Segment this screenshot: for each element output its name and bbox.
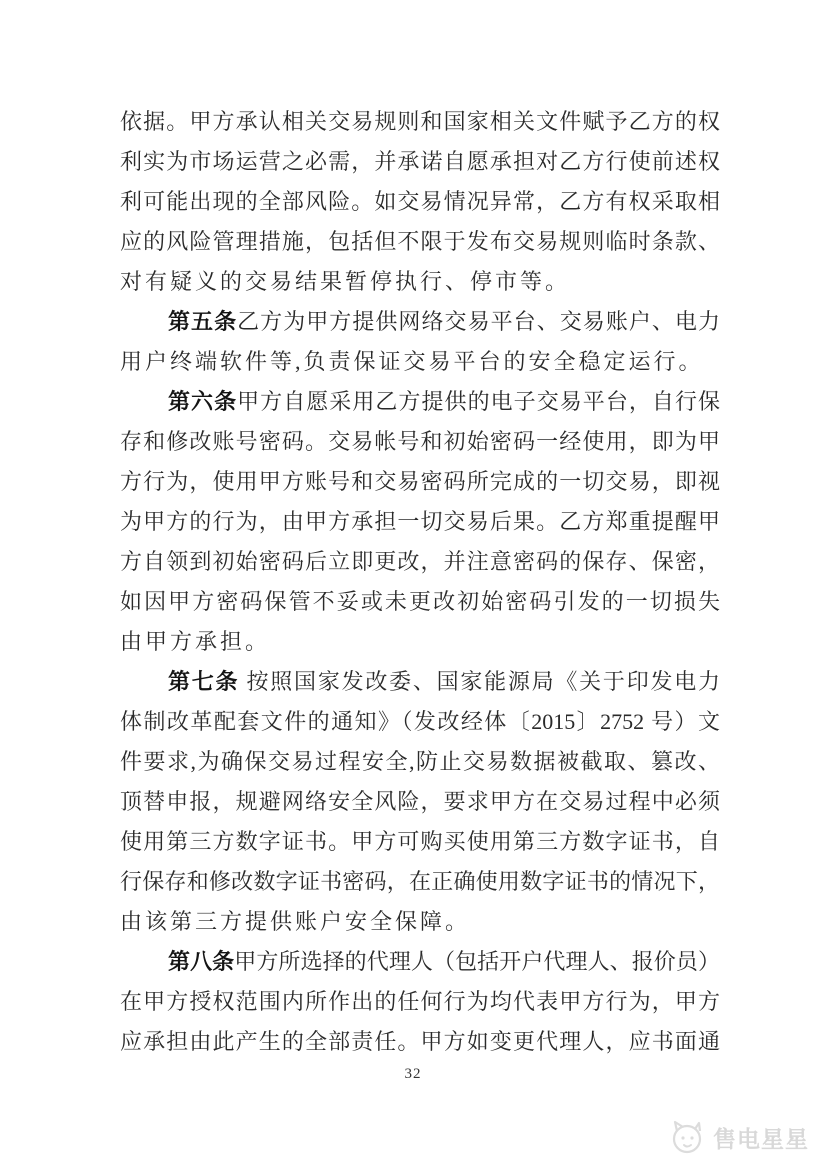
text-line: 在甲方授权范围内所作出的任何行为均代表甲方行为，甲方 [120,989,720,1014]
text-line: 第七条 按照国家发改委、国家能源局《关于印发电力 [168,669,720,694]
text-line: 方行为，使用甲方账号和交易密码所完成的一切交易，即视 [120,469,720,494]
text-line: 第八条甲方所选择的代理人（包括开户代理人、报价员） [168,949,720,974]
clause-label: 第六条 [168,389,238,414]
text-line: 利实为市场运营之必需，并承诺自愿承担对乙方行使前述权 [120,149,720,174]
text-line: 存和修改账号密码。交易帐号和初始密码一经使用，即为甲 [120,429,720,454]
text-line: 第六条甲方自愿采用乙方提供的电子交易平台，自行保 [168,389,720,414]
text-line: 体制改革配套文件的通知》（发改经体〔2015〕2752 号）文 [120,709,720,734]
clause-label: 第五条 [168,309,238,334]
text-line: 应承担由此产生的全部责任。甲方如变更代理人，应书面通 [120,1029,720,1054]
clause-label: 第八条 [168,949,235,974]
text-line: 方自领到初始密码后立即更改，并注意密码的保存、保密， [120,549,720,574]
text-line: 由该第三方提供账户安全保障。 [120,909,471,934]
text-line: 应的风险管理措施，包括但不限于发布交易规则临时条款、 [120,229,720,254]
text-line: 顶替申报，规避网络安全风险，要求甲方在交易过程中必须 [120,789,720,814]
text-line: 用户终端软件等,负责保证交易平台的安全稳定运行。 [120,349,704,374]
text-line: 如因甲方密码保管不妥或未更改初始密码引发的一切损失 [120,589,720,614]
text-line: 利可能出现的全部风险。如交易情况异常，乙方有权采取相 [120,189,720,214]
text-line: 对有疑义的交易结果暂停执行、停市等。 [120,269,571,294]
clause-label: 第七条 [168,669,240,694]
page-number: 32 [404,1066,422,1082]
text-line: 件要求,为确保交易过程安全,防止交易数据被截取、篡改、 [120,749,720,774]
contract-text-block [120,102,720,1062]
text-line: 使用第三方数字证书。甲方可购买使用第三方数字证书，自 [120,829,720,854]
text-line: 由甲方承担。 [120,629,271,654]
cat-logo-icon [668,1118,706,1156]
watermark [668,1118,809,1156]
text-line: 依据。甲方承认相关交易规则和国家相关文件赋予乙方的权 [120,109,720,134]
watermark-text: 售电星星 [713,1126,809,1152]
text-line: 第五条乙方为甲方提供网络交易平台、交易账户、电力 [168,309,720,334]
text-line: 为甲方的行为，由甲方承担一切交易后果。乙方郑重提醒甲 [120,509,720,534]
text-line: 行保存和修改数字证书密码，在正确使用数字证书的情况下， [120,869,720,894]
